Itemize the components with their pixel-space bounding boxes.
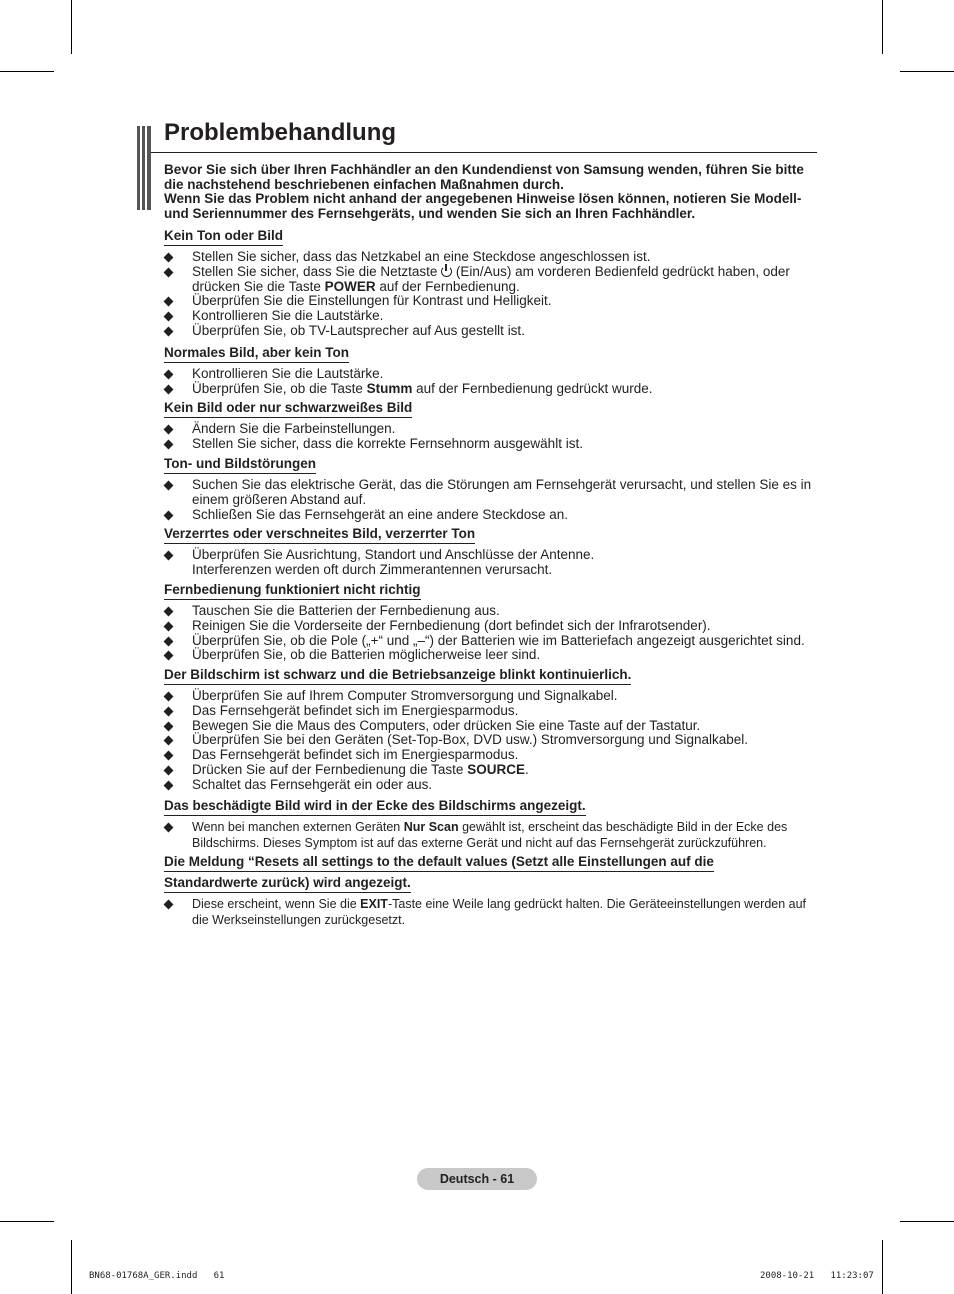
list-item: Ändern Sie die Farbeinstellungen. xyxy=(164,422,816,437)
diamond-bullet-icon xyxy=(164,637,173,646)
list-item: Überprüfen Sie, ob die Pole („+“ und „–“) der Batterien wie im Batteriefach angezeigt ausgerichtet sind. xyxy=(164,634,816,649)
section-verzerrtes-bild xyxy=(164,525,816,578)
list-item: Schaltet das Fernsehgerät ein oder aus. xyxy=(164,778,816,793)
section-kein-ton-oder-bild xyxy=(164,227,816,339)
section-heading: Kein Bild oder nur schwarzweißes Bild xyxy=(164,400,412,418)
section-ton-bildstoerungen xyxy=(164,455,816,522)
crop-mark xyxy=(71,1240,72,1294)
section-beschaedigtes-bild xyxy=(164,797,816,851)
diamond-bullet-icon xyxy=(164,297,173,306)
intro-paragraph: Wenn Sie das Problem nicht anhand der angegebenen Hinweise lösen können, notieren Sie Modell- und Seriennummer des Fernsehgeräts, und wenden Sie sich an Ihren Fachhändler. xyxy=(164,191,802,221)
section-heading: Die Meldung “Resets all settings to the default values (Setzt alle Einstellungen auf die xyxy=(164,854,714,872)
diamond-bullet-icon xyxy=(164,607,173,616)
diamond-bullet-icon xyxy=(164,511,173,520)
list-item: Überprüfen Sie die Einstellungen für Kontrast und Helligkeit. xyxy=(164,294,816,309)
title-rule xyxy=(151,152,817,153)
section-heading: Standardwerte zurück) wird angezeigt. xyxy=(164,875,411,893)
diamond-bullet-icon xyxy=(164,268,173,277)
diamond-bullet-icon xyxy=(164,551,173,560)
diamond-bullet-icon xyxy=(164,312,173,321)
diamond-bullet-icon xyxy=(164,766,173,775)
crop-mark xyxy=(882,1240,883,1294)
diamond-bullet-icon xyxy=(164,722,173,731)
power-icon xyxy=(441,266,452,277)
section-heading: Das beschädigte Bild wird in der Ecke des Bildschirms angezeigt. xyxy=(164,798,586,816)
diamond-bullet-icon xyxy=(164,327,173,336)
page-title: Problembehandlung xyxy=(164,119,397,146)
section-kein-bild xyxy=(164,399,816,452)
crop-mark xyxy=(900,71,954,72)
crop-mark xyxy=(900,1221,954,1222)
list-item: Tauschen Sie die Batterien der Fernbedienung aus. xyxy=(164,604,816,619)
section-heading: Der Bildschirm ist schwarz und die Betriebsanzeige blinkt kontinuierlich. xyxy=(164,667,631,685)
diamond-bullet-icon xyxy=(164,651,173,660)
list-item: Drücken Sie auf der Fernbedienung die Taste SOURCE. xyxy=(164,763,816,778)
list-item: Überprüfen Sie, ob die Taste Stumm auf der Fernbedienung gedrückt wurde. xyxy=(164,382,816,397)
print-slug-date: 2008-10-21 11:23:07 xyxy=(760,1271,874,1281)
diamond-bullet-icon xyxy=(164,622,173,631)
list-item: Kontrollieren Sie die Lautstärke. xyxy=(164,309,816,324)
list-item: Kontrollieren Sie die Lautstärke. xyxy=(164,367,816,382)
list-item: Das Fernsehgerät befindet sich im Energiesparmodus. xyxy=(164,704,816,719)
section-heading: Fernbedienung funktioniert nicht richtig xyxy=(164,582,421,600)
diamond-bullet-icon xyxy=(164,481,173,490)
section-bildschirm-schwarz xyxy=(164,666,816,793)
list-item: Suchen Sie das elektrische Gerät, das die Störungen am Fernsehgerät verursacht, und stellen Sie es in einem größeren Abstand auf. xyxy=(164,478,816,508)
crop-mark xyxy=(71,0,72,54)
section-heading: Verzerrtes oder verschneites Bild, verzerrter Ton xyxy=(164,526,475,544)
diamond-bullet-icon xyxy=(164,692,173,701)
diamond-bullet-icon xyxy=(164,707,173,716)
list-item: Überprüfen Sie Ausrichtung, Standort und Anschlüsse der Antenne. Interferenzen werden oft durch Zimmerantennen verursacht. xyxy=(164,548,816,578)
intro-text xyxy=(164,163,814,221)
intro-paragraph: Bevor Sie sich über Ihren Fachhändler an den Kundendienst von Samsung wenden, führen Sie bitte die nachstehend beschriebenen einfachen Maßnahmen durch. xyxy=(164,162,804,192)
list-item: Das Fernsehgerät befindet sich im Energiesparmodus. xyxy=(164,748,816,763)
diamond-bullet-icon xyxy=(164,440,173,449)
diamond-bullet-icon xyxy=(164,751,173,760)
section-heading: Ton- und Bildstörungen xyxy=(164,456,316,474)
list-item: Schließen Sie das Fernsehgerät an eine andere Steckdose an. xyxy=(164,508,816,523)
list-item: Wenn bei manchen externen Geräten Nur Scan gewählt ist, erscheint das beschädigte Bild in der Ecke des Bildschirms. Dieses Symptom ist auf das externe Gerät und nicht auf das Fernsehgerät zurückzuführen. xyxy=(164,820,816,851)
list-item: Stellen Sie sicher, dass die korrekte Fernsehnorm ausgewählt ist. xyxy=(164,437,816,452)
list-item: Diese erscheint, wenn Sie die EXIT-Taste eine Weile lang gedrückt halten. Die Geräteeinstellungen werden auf die Werkseinstellungen zurückgesetzt. xyxy=(164,897,816,928)
section-fernbedienung xyxy=(164,581,816,663)
title-decoration-bars xyxy=(137,126,151,210)
diamond-bullet-icon xyxy=(164,253,173,262)
section-heading: Kein Ton oder Bild xyxy=(164,228,283,246)
list-item: Bewegen Sie die Maus des Computers, oder drücken Sie eine Taste auf der Tastatur. xyxy=(164,719,816,734)
list-item: Überprüfen Sie, ob TV-Lautsprecher auf Aus gestellt ist. xyxy=(164,324,816,339)
print-slug-file: BN68-01768A_GER.indd 61 xyxy=(89,1271,225,1281)
page-number-badge: Deutsch - 61 xyxy=(417,1168,537,1190)
crop-mark xyxy=(0,71,54,72)
section-reset-meldung xyxy=(164,853,816,928)
list-item: Stellen Sie sicher, dass Sie die Netztaste (Ein/Aus) am vorderen Bedienfeld gedrückt haben, oder drücken Sie die Taste POWER auf der Fernbedienung. xyxy=(164,265,816,295)
diamond-bullet-icon xyxy=(164,736,173,745)
diamond-bullet-icon xyxy=(164,370,173,379)
crop-mark xyxy=(0,1221,54,1222)
list-item: Stellen Sie sicher, dass das Netzkabel an eine Steckdose angeschlossen ist. xyxy=(164,250,816,265)
list-item: Überprüfen Sie bei den Geräten (Set-Top-Box, DVD usw.) Stromversorgung und Signalkabel. xyxy=(164,733,816,748)
diamond-bullet-icon xyxy=(164,781,173,790)
diamond-bullet-icon xyxy=(164,385,173,394)
list-item: Reinigen Sie die Vorderseite der Fernbedienung (dort befindet sich der Infrarotsender). xyxy=(164,619,816,634)
diamond-bullet-icon xyxy=(164,425,173,434)
diamond-bullet-icon xyxy=(164,823,173,832)
list-item: Überprüfen Sie auf Ihrem Computer Stromversorgung und Signalkabel. xyxy=(164,689,816,704)
diamond-bullet-icon xyxy=(164,900,173,909)
list-item: Überprüfen Sie, ob die Batterien möglicherweise leer sind. xyxy=(164,648,816,663)
crop-mark xyxy=(882,0,883,54)
section-normales-bild-kein-ton xyxy=(164,344,816,397)
section-heading: Normales Bild, aber kein Ton xyxy=(164,345,349,363)
